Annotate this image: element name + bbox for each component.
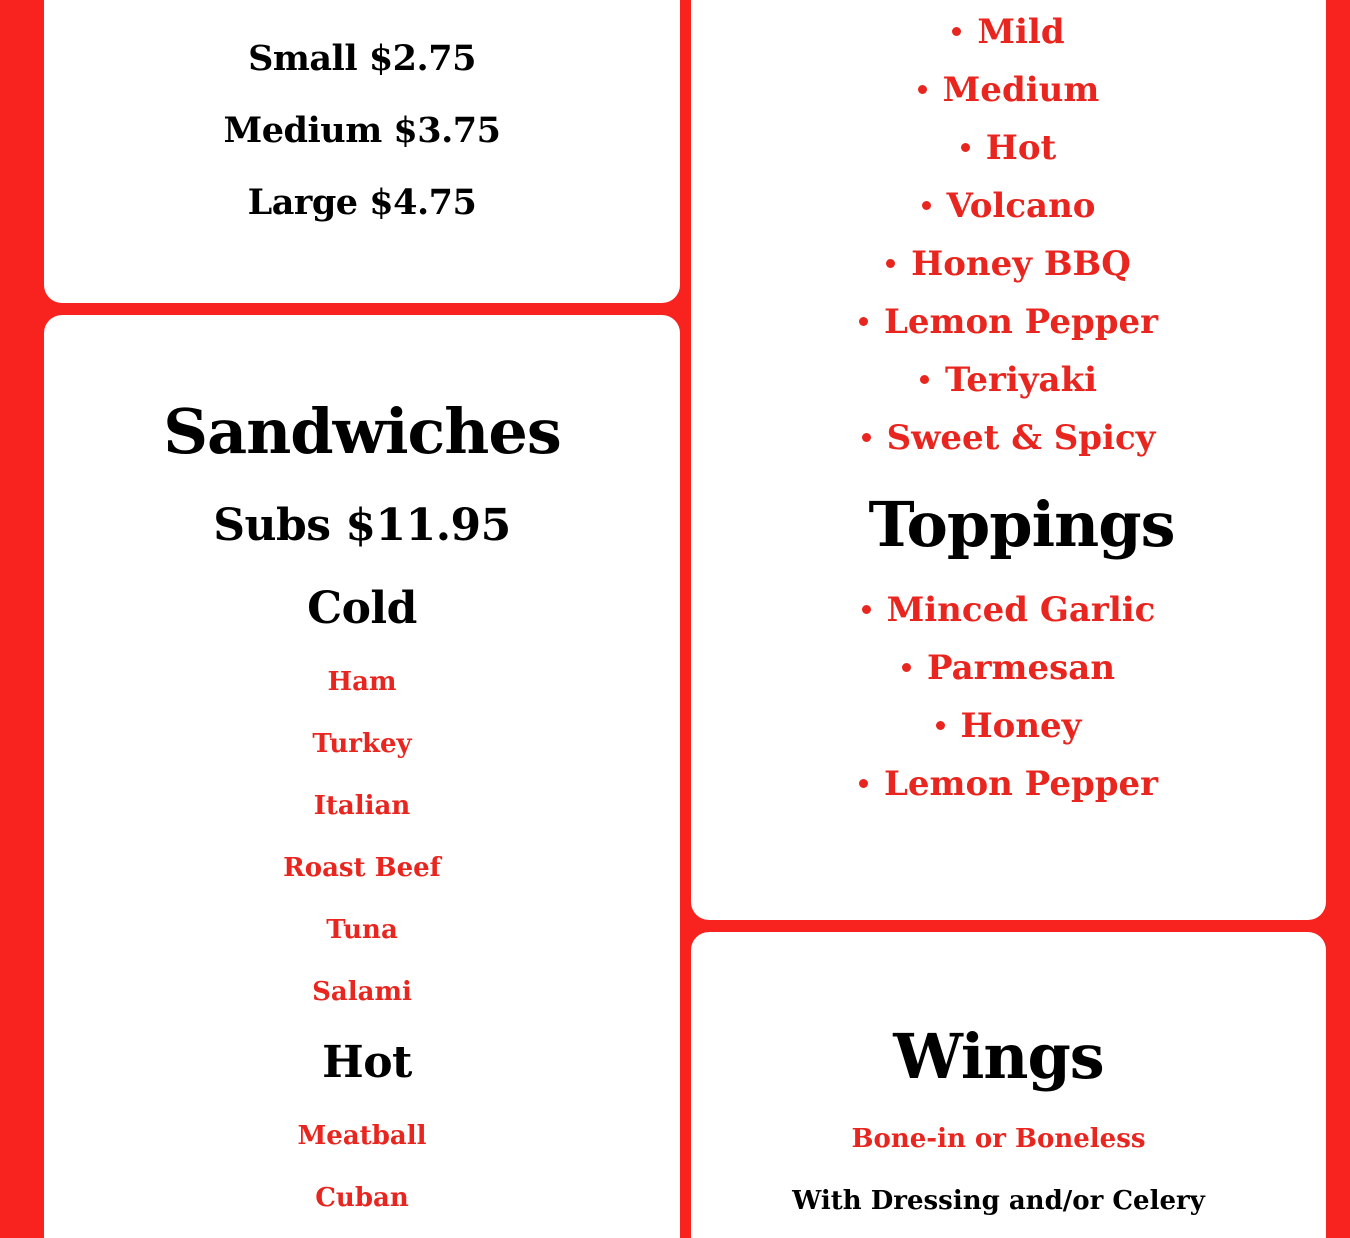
cold-item: Salami [312, 977, 412, 1007]
sauce-item: Medium [691, 70, 1326, 110]
bullet-icon [952, 27, 961, 36]
bullet-icon [862, 605, 871, 614]
bullet-icon [862, 433, 871, 442]
hot-item: Cuban [315, 1183, 409, 1213]
sauces-toppings-card [691, 0, 1326, 920]
cold-item: Ham [327, 667, 397, 697]
wings-card [691, 932, 1326, 1238]
sauce-item: Hot [691, 128, 1326, 168]
topping-item: Parmesan [691, 648, 1326, 688]
sauce-item: Mild [691, 12, 1326, 52]
topping-item: Honey [691, 706, 1326, 746]
bullet-icon [961, 143, 970, 152]
bullet-icon [920, 375, 929, 384]
topping-item: Minced Garlic [691, 590, 1326, 630]
bullet-icon [886, 259, 895, 268]
price-large: Large $4.75 [247, 182, 477, 223]
fries-card [44, 0, 680, 303]
cold-item: Turkey [312, 729, 412, 759]
wings-title: Wings [893, 1020, 1104, 1093]
price-medium: Medium $3.75 [223, 110, 501, 151]
bullet-icon [936, 721, 945, 730]
price-small: Small $2.75 [248, 38, 476, 79]
sauce-item: Lemon Pepper [691, 302, 1326, 342]
bullet-icon [918, 85, 927, 94]
wings-subtitle: Bone-in or Boneless [851, 1124, 1146, 1154]
hot-heading: Hot [322, 1037, 412, 1088]
sauce-item: Teriyaki [691, 360, 1326, 400]
hot-item: Meatball [297, 1121, 427, 1151]
bullet-icon [859, 779, 868, 788]
sandwiches-title: Sandwiches [163, 395, 561, 468]
cold-item: Italian [313, 791, 411, 821]
wings-note: With Dressing and/or Celery [792, 1186, 1205, 1216]
cold-item: Tuna [326, 915, 398, 945]
sauce-item: Sweet & Spicy [691, 418, 1326, 458]
bullet-icon [859, 317, 868, 326]
bullet-icon [922, 201, 931, 210]
bullet-icon [902, 663, 911, 672]
cold-heading: Cold [307, 583, 417, 634]
subs-price: Subs $11.95 [213, 500, 511, 551]
cold-item: Roast Beef [283, 853, 441, 883]
sauce-item: Volcano [691, 186, 1326, 226]
toppings-title: Toppings [868, 488, 1175, 561]
topping-item: Lemon Pepper [691, 764, 1326, 804]
sandwiches-card [44, 315, 680, 1238]
sauce-item: Honey BBQ [691, 244, 1326, 284]
